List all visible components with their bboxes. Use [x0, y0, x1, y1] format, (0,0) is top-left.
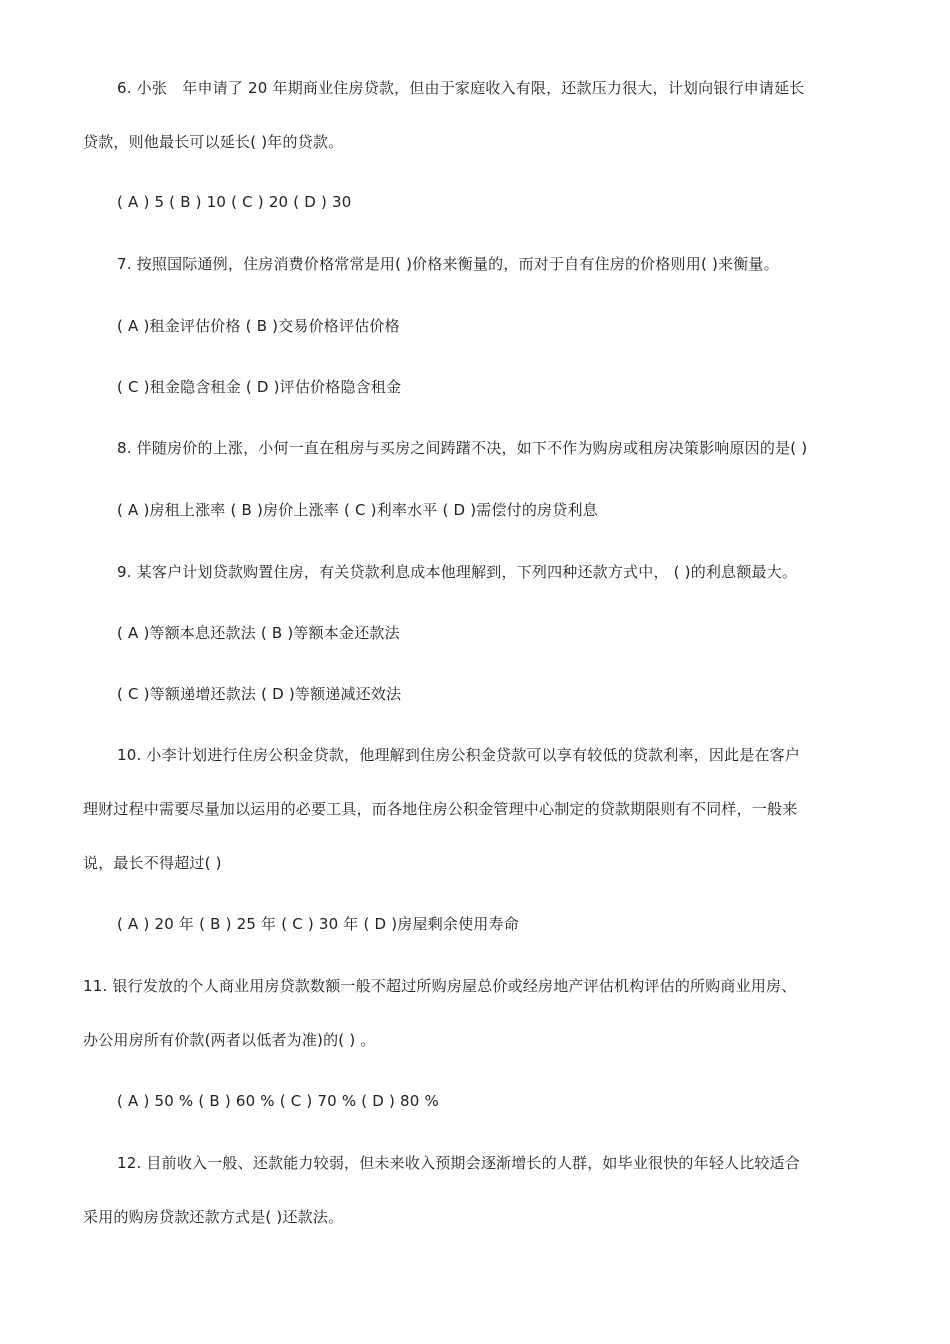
question-9-options-2: ( C )等额递增还款法 ( D )等额递减还效法 — [117, 685, 402, 703]
question-11-line-2: 办公用房所有价款(两者以低者为准)的( ) 。 — [83, 1031, 376, 1049]
question-10-line-2: 理财过程中需要尽量加以运用的必要工具，而各地住房公积金管理中心制定的贷款期限则有不同样，一般来 — [83, 800, 798, 818]
question-7-options-1: ( A )租金评估价格 ( B )交易价格评估价格 — [117, 317, 400, 335]
question-6-options: ( A ) 5 ( B ) 10 ( C ) 20 ( D ) 30 — [117, 193, 352, 211]
question-6-line-1: 6. 小张 年申请了 20 年期商业住房贷款，但由于家庭收入有限，还款压力很大，计划向银行申请延长 — [117, 79, 805, 97]
question-10-options: ( A ) 20 年 ( B ) 25 年 ( C ) 30 年 ( D )房屋剩余使用寿命 — [117, 915, 519, 933]
question-9-line-1: 9. 某客户计划贷款购置住房，有关贷款利息成本他理解到，下列四种还款方式中， ( )的利息额最大。 — [117, 563, 798, 581]
question-10-line-1: 10. 小李计划进行住房公积金贷款，他理解到住房公积金贷款可以享有较低的贷款利率，因此是在客户 — [117, 746, 801, 764]
question-10-line-3: 说，最长不得超过( ) — [83, 854, 222, 872]
question-9-options-1: ( A )等额本息还款法 ( B )等额本金还款法 — [117, 624, 400, 642]
question-8-line-1: 8. 伴随房价的上涨，小何一直在租房与买房之间踌躇不决，如下不作为购房或租房决策影响原因的是( ) — [117, 439, 808, 457]
question-11-options: ( A ) 50 % ( B ) 60 % ( C ) 70 % ( D ) 80 % — [117, 1092, 439, 1110]
question-11-line-1: 11. 银行发放的个人商业用房贷款数额一般不超过所购房屋总价或经房地产评估机构评估的所购商业用房、 — [83, 977, 797, 995]
question-8-options: ( A )房租上涨率 ( B )房价上涨率 ( C )利率水平 ( D )需偿付的房贷利息 — [117, 501, 598, 519]
question-7-line-1: 7. 按照国际通例，住房消费价格常常是用( )价格来衡量的，而对于自有住房的价格则用( )来衡量。 — [117, 255, 779, 273]
question-7-options-2: ( C )租金隐含租金 ( D )评估价格隐含租金 — [117, 378, 402, 396]
question-12-line-2: 采用的购房贷款还款方式是( )还款法。 — [83, 1208, 344, 1226]
question-12-line-1: 12. 目前收入一般、还款能力较弱，但未来收入预期会逐渐增长的人群，如毕业很快的年轻人比较适合 — [117, 1154, 801, 1172]
question-6-line-2: 贷款，则他最长可以延长( )年的贷款。 — [83, 133, 344, 151]
